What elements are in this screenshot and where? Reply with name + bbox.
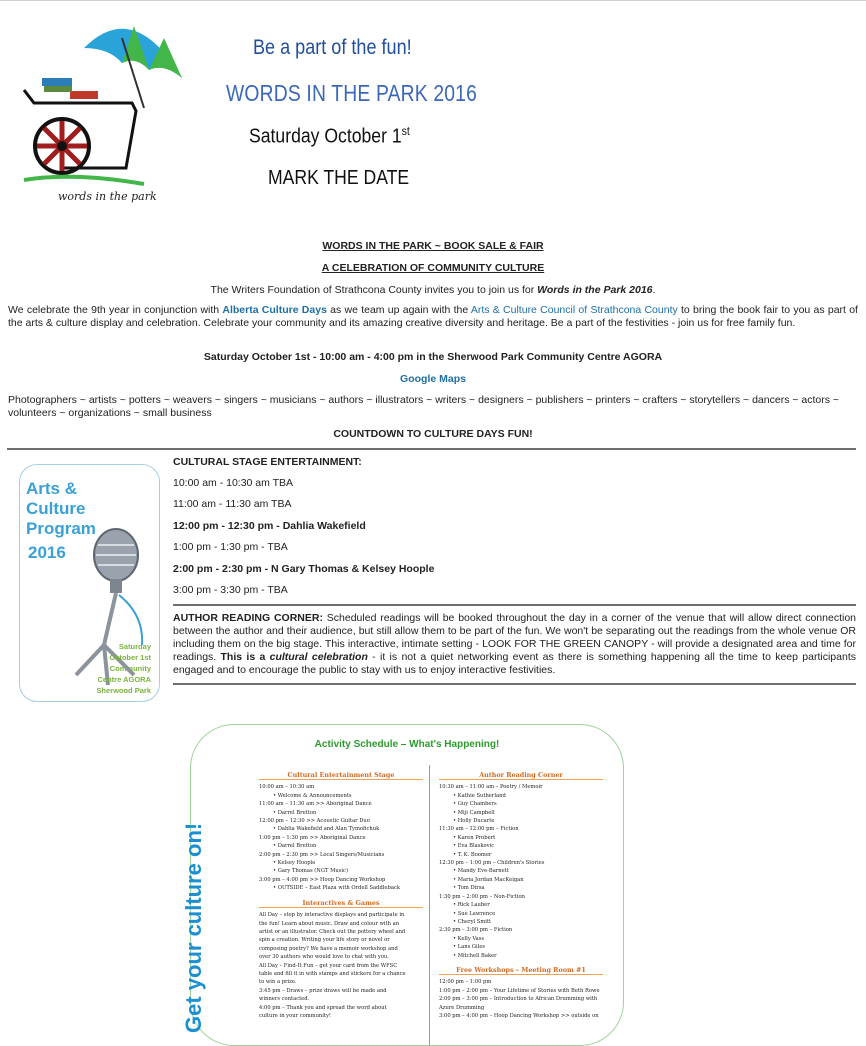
stage-entry: 11:00 am - 11:30 am TBA [173, 498, 292, 510]
header-event-title: WORDS IN THE PARK 2016 [226, 80, 477, 106]
stage-entry: 1:00 pm - 1:30 pm - TBA [173, 541, 288, 553]
link-arts-culture-council[interactable]: Arts & Culture Council of Strathcona County [470, 304, 678, 316]
activity-schedule-flyer [181, 724, 624, 1046]
link-alberta-culture-days[interactable]: Alberta Culture Days [222, 304, 327, 316]
author-reading-corner-paragraph: AUTHOR READING CORNER: Scheduled readings will be booked throughout the day in a corner of the venue that will allow direct connection between the author and their audience, but still allow them to be part of the fun. We won't be separating out the readings from the whole venue OR including them on the big stage. This interactive, intimate setting - LOOK FOR THE GREEN CANOPY - will provide a designated area and time for readings. This is a cultural celebration - it is not a quiet networking event as there is something happening all the time to keep participants engaged and to encourage the public to stay with us to enjoy interactive festivities. [173, 612, 856, 676]
link-google-maps[interactable]: Google Maps [400, 373, 466, 385]
participants-list: Photographers ~ artists ~ potters ~ weavers ~ singers ~ musicians ~ authors ~ illustrators ~ writers ~ designers ~ publishers ~ printers ~ crafters ~ storytellers ~ dancers ~ actors ~ volunteers ~ organizations ~ small business [8, 394, 840, 419]
card-year: 2016 [28, 543, 66, 562]
header-mark-date: MARK THE DATE [268, 167, 410, 189]
header-date: Saturday October 1st [249, 124, 410, 148]
column-separator [429, 765, 430, 1045]
logo-caption: words in the park [58, 190, 157, 203]
top-border [0, 0, 866, 1]
section-title-celebration: A CELEBRATION OF COMMUNITY CULTURE [321, 262, 545, 274]
date-location-line: Saturday October 1st - 10:00 am - 4:00 pm in the Sherwood Park Community Centre AGORA [203, 351, 663, 363]
stage-entry: 12:00 pm - 12:30 pm - Dahlia Wakefield [173, 520, 366, 532]
divider [173, 683, 856, 685]
divider [173, 604, 856, 606]
stage-heading: CULTURAL STAGE ENTERTAINMENT: [173, 456, 362, 468]
intro-paragraph: We celebrate the 9th year in conjunction with Alberta Culture Days as we team up again with the Arts & Culture Council of Strathcona County to bring the book fair to you as part of the arts & culture display and celebration. Celebrate your community and its amazing creative diversity and heritage. Be a part of the festivities - join us for free family fun. [8, 304, 858, 329]
countdown-heading: COUNTDOWN TO CULTURE DAYS FUN! [333, 428, 533, 440]
card-location: Saturday October 1st Community Centre AGORA Sherwood Park [96, 642, 151, 695]
flyer-title: Activity Schedule – What's Happening! [314, 739, 500, 750]
card-title: Arts & Culture Program [26, 479, 96, 538]
reading-schedule-column: Author Reading Corner 10:30 am – 11:00 am – Poetry / Memoir • Kathie Sutherland • Guy Chambers • Miji Campbell • Holly Ducarte 11:30 am – 12:00 pm – Fiction • Karen Probert • Eva Blaskovic • T. K. Boomer 12:30 pm – 1:00 pm – Children's Stories • Mandy Eve-Barnett • Maria Jordan MacKeigan • Tom Dirsa 1:30 pm – 2:00 pm – Non-Fiction • Rick Lauber • Sue Lawrence • Cheryl Smitt 2:30 pm – 3:00 pm – Fiction • Kelly Vass • Lans Giles • Mitchell Baker Free Workshops – Meeting Room #1 12:00 pm – 1:00 pm 1:00 pm – 2:00 pm – Your Lifetime of Stories with Beth Rowe 2:00 pm – 3:00 pm – Introduction to African Drumming with Azure Drumming 3:00 pm – 4:00 pm – Hoop Dancing Workshop >> outside on [439, 771, 603, 1020]
invite-line: The Writers Foundation of Strathcona County invites you to join us for Words in the Park 2016. [210, 284, 656, 296]
stage-schedule-column: Cultural Entertainment Stage 10:00 am – 10:30 am • Welcome & Announcements 11:00 am – 11:30 am >> Aboriginal Dance • Darrel Bretton 12:00 pm – 12:30 >> Acoustic Guitar Duo • Dahlia Wakefield and Alan Tymofichuk 1:00 pm – 1:30 pm >> Aboriginal Dance • Darrel Bretton 2:00 pm – 2:30 pm >> Local Singers/Musicians • Kelsey Hoople • Gary Thomas (NGT Music) 3:00 pm – 4:00 pm >> Hoop Dancing Workshop • OUTSIDE – East Plaza with Ordell Saddleback Interactives & Games All Day – stop by interactive displays and participate in the fun! Learn about music. Draw and colour with an artist or an illustrator. Check out the pottery wheel and spin a creation. Writing your life story or novel or composing poetry? We have a memoir workshop and over 30 authors who would love to chat with you. All Day – Find-It Fun – get your card from the WFSC table and fill it in with stamps and stickers for a chance to win a prize. 3:45 pm – Draws – prize draws will be made and winners contacted. 4:00 pm – Thank you and spread the word about culture in your community! [259, 771, 423, 1020]
divider [7, 448, 856, 450]
stage-entry: 10:00 am - 10:30 am TBA [173, 477, 294, 489]
flyer-vertical-slogan: Get your culture on! [181, 822, 206, 1033]
header-tagline: Be a part of the fun! [253, 36, 412, 59]
arts-culture-program-card [19, 464, 160, 702]
stage-entry: 3:00 pm - 3:30 pm - TBA [173, 584, 288, 596]
cart-umbrella-logo [14, 8, 194, 208]
section-title-book-sale: WORDS IN THE PARK ~ BOOK SALE & FAIR [322, 240, 544, 252]
stage-entry: 2:00 pm - 2:30 pm - N Gary Thomas & Kelsey Hoople [173, 563, 435, 575]
